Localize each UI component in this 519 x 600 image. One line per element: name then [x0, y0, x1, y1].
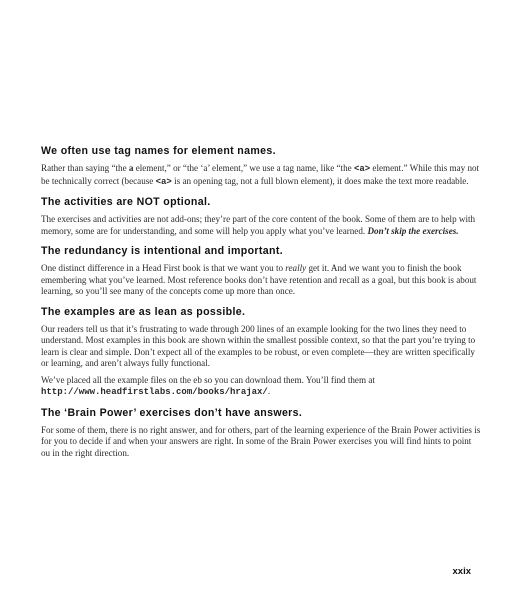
section-paragraph [41, 214, 481, 237]
code-text: <a> [353, 164, 371, 174]
section-activities [41, 196, 481, 237]
section-paragraph: Our readers tell us that it’s frustrating to wade through 200 lines of an example looking for the two lines they need to understand. Most examples in this book are shown within the smallest possible context, so that the part you’re trying to learn is clear and simple. Don’t expect all of the examples to be robust, or even complete—they are written specifically or learning, and aren’t always fully functional. [41, 323, 476, 368]
section-brain-power [41, 407, 481, 460]
url-text: http://www.headfirstlabs.com/books/hrajax/ [41, 387, 268, 397]
text: get it. And we want you to finish the book emembering what you’ve learned. Most reference books don’t have retention and recall as a goal, but this book is about learning, so you’ll see many of the concepts come up more than once. [41, 263, 477, 296]
section-examples [41, 306, 481, 399]
section-paragraph [41, 375, 481, 399]
section-paragraph [41, 163, 481, 188]
text: We’ve placed all the example files on the eb so you can download them. You’ll find them at [41, 374, 375, 385]
section-heading: The ‘Brain Power’ exercises don’t have answers. [41, 406, 303, 419]
bold-text: a [128, 163, 134, 173]
page-content [41, 145, 481, 467]
section-tag-names [41, 145, 481, 188]
code-text: <a> [155, 176, 172, 187]
text: element.” While this may not be technically correct (because [41, 163, 480, 186]
text: element,” or “the ‘a’ element,” we use a tag name, like “the [133, 163, 354, 173]
page-number: xxix [452, 566, 471, 577]
text: is an opening tag, not a full blown element), it does make the text more readable. [171, 175, 469, 186]
italic-text: really [285, 263, 307, 273]
section-paragraph [41, 263, 481, 298]
section-heading: The redundancy is intentional and important. [41, 245, 284, 257]
section-paragraph: For some of them, there is no right answer, and for others, part of the learning experience of the Brain Power activities is for you to decide if and when your answers are right. In some of the Brain Power exercises you will find hints to point ou in the right direction. [41, 424, 481, 458]
text: . [267, 386, 271, 396]
section-heading: The examples are as lean as possible. [41, 305, 246, 318]
emphasis-text: Don’t skip the exercises. [367, 225, 459, 236]
section-heading: The activities are NOT optional. [41, 196, 211, 208]
text: Rather than saying “the [41, 163, 129, 173]
text: One distinct difference in a Head First book is that we want you to [41, 263, 286, 273]
section-heading: We often use tag names for element names. [41, 145, 276, 157]
section-redundancy [41, 245, 481, 298]
text: The exercises and activities are not add-ons; they’re part of the core content of the book. Some of them are to help with memory, some are for understanding, and some will help you apply what you’ve learned. [41, 214, 476, 236]
